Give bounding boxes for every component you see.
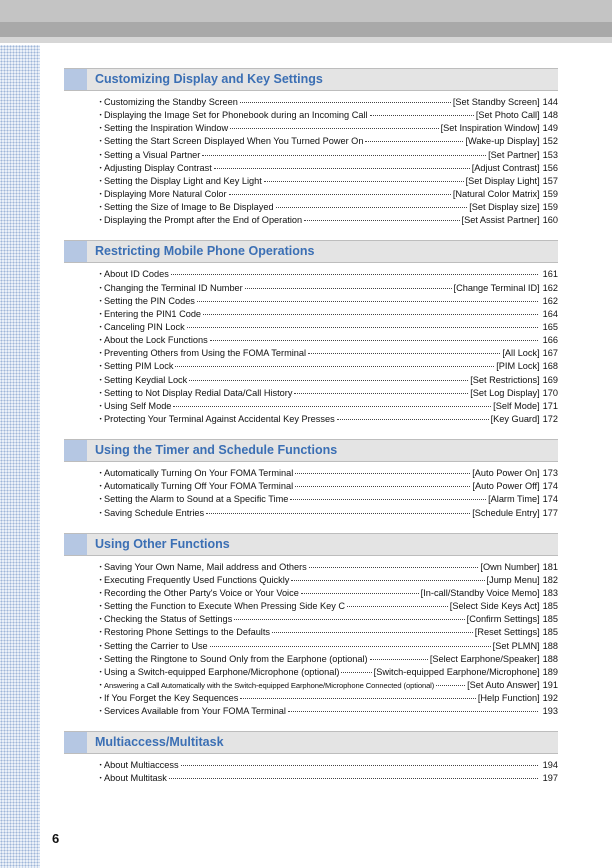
toc-entry-reference: [Set Auto Answer] xyxy=(467,679,540,690)
toc-entry-page: 148 xyxy=(542,110,558,121)
bullet-icon: ・ xyxy=(96,640,106,651)
toc-entry-label: Preventing Others from Using the FOMA Terminal xyxy=(104,348,307,359)
bullet-icon: ・ xyxy=(96,773,106,784)
toc-entry-label: Services Available from Your FOMA Terminal xyxy=(104,706,286,717)
dot-leader xyxy=(240,698,476,699)
toc-entry[interactable] xyxy=(96,574,558,587)
toc-entry-label: About ID Codes xyxy=(104,269,169,280)
bullet-icon: ・ xyxy=(96,468,106,479)
toc-entry[interactable] xyxy=(96,122,558,135)
toc-entry-page: 182 xyxy=(542,574,558,585)
toc-entry-reference: [Auto Power Off] xyxy=(472,481,540,492)
toc-entry[interactable] xyxy=(96,360,558,373)
toc-entry-label: Setting the Display Light and Key Light xyxy=(104,175,262,186)
bullet-icon: ・ xyxy=(96,361,106,372)
toc-entry[interactable] xyxy=(96,413,558,426)
toc-entry[interactable] xyxy=(96,653,558,666)
dot-leader xyxy=(290,499,486,500)
bullet-icon: ・ xyxy=(96,215,106,226)
toc-entry[interactable] xyxy=(96,613,558,626)
bullet-icon: ・ xyxy=(96,162,106,173)
section-title: Using Other Functions xyxy=(95,536,230,551)
section-marker xyxy=(64,69,87,90)
toc-entry-label: Executing Frequently Used Functions Quickly xyxy=(104,574,290,585)
toc-entry-label: Setting the Size of Image to Be Displayed xyxy=(104,202,274,213)
toc-entry-page: 188 xyxy=(542,640,558,651)
toc-entry[interactable] xyxy=(96,759,558,772)
dot-leader xyxy=(308,353,500,354)
dot-leader xyxy=(230,128,438,129)
toc-entry-label: Changing the Terminal ID Number xyxy=(104,282,243,293)
dot-leader xyxy=(187,327,538,328)
toc-entry-page: 159 xyxy=(542,202,558,213)
toc-entry-reference: [Set Assist Partner] xyxy=(461,215,540,226)
toc-entry-page: 181 xyxy=(542,561,558,572)
bullet-icon: ・ xyxy=(96,561,106,572)
toc-entry-reference: [Jump Menu] xyxy=(486,574,540,585)
bullet-icon: ・ xyxy=(96,110,106,121)
dot-leader xyxy=(309,567,479,568)
toc-entry-label: If You Forget the Key Sequences xyxy=(104,693,239,704)
dot-leader xyxy=(291,580,484,581)
toc-entry-page: 172 xyxy=(542,413,558,424)
dot-leader xyxy=(214,168,470,169)
toc-entry-label: Displaying More Natural Color xyxy=(104,188,227,199)
section-marker xyxy=(64,732,87,753)
toc-entry-reference: [PIM Lock] xyxy=(496,361,540,372)
toc-list xyxy=(64,467,558,520)
toc-entry-page: 162 xyxy=(542,295,558,306)
dot-leader xyxy=(341,672,371,673)
toc-entry[interactable] xyxy=(96,334,558,347)
dot-leader xyxy=(175,366,494,367)
toc-entry-page: 174 xyxy=(542,494,558,505)
bullet-icon: ・ xyxy=(96,507,106,518)
toc-entry[interactable] xyxy=(96,201,558,214)
bullet-icon: ・ xyxy=(96,175,106,186)
toc-entry[interactable] xyxy=(96,175,558,188)
bullet-icon: ・ xyxy=(96,269,106,280)
toc-entry[interactable] xyxy=(96,692,558,705)
section-title: Customizing Display and Key Settings xyxy=(95,72,323,86)
toc-entry[interactable] xyxy=(96,374,558,387)
dotted-margin-strip xyxy=(0,45,40,868)
toc-entry-page: 197 xyxy=(542,773,558,784)
bullet-icon: ・ xyxy=(96,693,106,704)
toc-entry-page: 168 xyxy=(542,361,558,372)
toc-entry-label: About Multiaccess xyxy=(104,760,179,771)
toc-entry[interactable] xyxy=(96,600,558,613)
toc-section xyxy=(64,439,558,520)
toc-entry-label: Checking the Status of Settings xyxy=(104,614,233,625)
toc-entry-reference: [Set Partner] xyxy=(488,149,540,160)
toc-entry-reference: [Natural Color Matrix] xyxy=(452,188,540,199)
toc-entry[interactable] xyxy=(96,587,558,600)
bullet-icon: ・ xyxy=(96,295,106,306)
toc-entry-reference: [Reset Settings] xyxy=(474,627,540,638)
toc-entry-reference: [Alarm Time] xyxy=(488,494,540,505)
bullet-icon: ・ xyxy=(96,387,106,398)
toc-entry-page: 173 xyxy=(542,468,558,479)
toc-entry-page: 183 xyxy=(542,587,558,598)
section-header xyxy=(64,533,558,556)
toc-entry-label: Automatically Turning Off Your FOMA Terminal xyxy=(104,481,294,492)
toc-entry-page: 156 xyxy=(542,162,558,173)
toc-entry-page: 171 xyxy=(542,400,558,411)
toc-entry-reference: [Schedule Entry] xyxy=(472,507,540,518)
dot-leader xyxy=(370,115,474,116)
header-band-middle xyxy=(0,22,612,37)
toc-entry-label: Setting the PIN Codes xyxy=(104,295,195,306)
toc-entry-reference: [Adjust Contrast] xyxy=(471,162,540,173)
toc-entry-label: Canceling PIN Lock xyxy=(104,321,185,332)
toc-entry-reference: [Confirm Settings] xyxy=(466,614,540,625)
toc-entry[interactable] xyxy=(96,666,558,679)
toc-entry-reference: [Set Photo Call] xyxy=(475,110,540,121)
bullet-icon: ・ xyxy=(96,413,106,424)
toc-entry-reference: [Auto Power On] xyxy=(472,468,540,479)
toc-list xyxy=(64,759,558,785)
dot-leader xyxy=(173,406,491,407)
toc-entry[interactable] xyxy=(96,679,558,692)
bullet-icon: ・ xyxy=(96,123,106,134)
bullet-icon: ・ xyxy=(96,202,106,213)
toc-entry-page: 159 xyxy=(542,188,558,199)
bullet-icon: ・ xyxy=(96,282,106,293)
dot-leader xyxy=(210,646,491,647)
toc-entry-reference: [Help Function] xyxy=(477,693,540,704)
section-header xyxy=(64,240,558,263)
toc-entry-label: Automatically Turning On Your FOMA Terminal xyxy=(104,468,294,479)
dot-leader xyxy=(197,301,538,302)
toc-entry-page: 164 xyxy=(542,308,558,319)
toc-entry[interactable] xyxy=(96,162,558,175)
bullet-icon: ・ xyxy=(96,308,106,319)
toc-entry-page: 170 xyxy=(542,387,558,398)
toc-entry-label: Saving Your Own Name, Mail address and Others xyxy=(104,561,307,572)
dot-leader xyxy=(203,314,538,315)
toc-entry[interactable] xyxy=(96,400,558,413)
section-header xyxy=(64,439,558,462)
bullet-icon: ・ xyxy=(96,679,106,690)
toc-entry-page: 174 xyxy=(542,481,558,492)
toc-entry[interactable] xyxy=(96,387,558,400)
toc-entry-reference: [Self Mode] xyxy=(493,400,540,411)
toc-section xyxy=(64,731,558,785)
header-band-top xyxy=(0,0,612,22)
toc-entry[interactable] xyxy=(96,507,558,520)
toc-entry[interactable] xyxy=(96,295,558,308)
toc-entry-reference: [Switch-equipped Earphone/Microphone] xyxy=(373,666,540,677)
toc-entry-label: Displaying the Prompt after the End of Operation xyxy=(104,215,303,226)
toc-entry-reference: [Key Guard] xyxy=(490,413,540,424)
bullet-icon: ・ xyxy=(96,614,106,625)
toc-entry[interactable] xyxy=(96,149,558,162)
toc-entry-reference: [Set Standby Screen] xyxy=(452,97,540,107)
toc-entry[interactable] xyxy=(96,480,558,493)
toc-entry-reference: [Set PLMN] xyxy=(492,640,540,651)
dot-leader xyxy=(370,659,428,660)
section-marker xyxy=(64,534,87,555)
toc-entry-label: Setting the Function to Execute When Pressing Side Key C xyxy=(104,601,346,612)
bullet-icon: ・ xyxy=(96,481,106,492)
toc-entry-label: Setting Keydial Lock xyxy=(104,374,188,385)
toc-list xyxy=(64,561,558,719)
bullet-icon: ・ xyxy=(96,374,106,385)
bullet-icon: ・ xyxy=(96,706,106,717)
toc-entry-page: 153 xyxy=(542,149,558,160)
toc-entry-reference: [Select Earphone/Speaker] xyxy=(429,653,540,664)
toc-entry-label: Customizing the Standby Screen xyxy=(104,97,238,107)
toc-entry-label: Setting to Not Display Redial Data/Call History xyxy=(104,387,293,398)
toc-entry[interactable] xyxy=(96,561,558,574)
dot-leader xyxy=(272,632,473,633)
bullet-icon: ・ xyxy=(96,494,106,505)
toc-entry[interactable] xyxy=(96,188,558,201)
bullet-icon: ・ xyxy=(96,601,106,612)
toc-entry-label: Setting PIM Lock xyxy=(104,361,174,372)
dot-leader xyxy=(171,274,538,275)
bullet-icon: ・ xyxy=(96,188,106,199)
toc-entry-page: 169 xyxy=(542,374,558,385)
dot-leader xyxy=(264,181,464,182)
dot-leader xyxy=(210,340,538,341)
toc-entry-label: Displaying the Image Set for Phonebook during an Incoming Call xyxy=(104,110,368,121)
toc-entry-page: 177 xyxy=(542,507,558,518)
section-title: Using the Timer and Schedule Functions xyxy=(95,443,338,458)
section-marker xyxy=(64,440,87,461)
bullet-icon: ・ xyxy=(96,653,106,664)
toc-entry-page: 161 xyxy=(542,269,558,280)
toc-entry[interactable] xyxy=(96,214,558,227)
toc-entry-label: About Multitask xyxy=(104,773,167,784)
toc-entry-label: Using a Switch-equipped Earphone/Microphone (optional) xyxy=(104,666,340,677)
dot-leader xyxy=(288,711,538,712)
dot-leader xyxy=(181,765,538,766)
dot-leader xyxy=(294,393,468,394)
dot-leader xyxy=(295,486,470,487)
toc-entry[interactable] xyxy=(96,467,558,480)
toc-entry-reference: [Wake-up Display] xyxy=(465,136,540,147)
toc-entry-page: 149 xyxy=(542,123,558,134)
toc-entry-label: About the Lock Functions xyxy=(104,335,208,346)
bullet-icon: ・ xyxy=(96,587,106,598)
toc-entry-reference: [Set Inspiration Window] xyxy=(440,123,540,134)
toc-entry-label: Using Self Mode xyxy=(104,400,172,411)
toc-section xyxy=(64,533,558,719)
page-number: 6 xyxy=(52,831,60,846)
section-header xyxy=(64,68,558,91)
toc-entry-reference: [Select Side Keys Act] xyxy=(449,601,540,612)
dot-leader xyxy=(304,220,459,221)
toc-entry-page: 162 xyxy=(542,282,558,293)
toc-entry-label: Saving Schedule Entries xyxy=(104,507,205,518)
dot-leader xyxy=(301,593,419,594)
toc-entry-page: 192 xyxy=(542,693,558,704)
toc-section xyxy=(64,240,558,426)
toc-entry[interactable] xyxy=(96,282,558,295)
toc-entry[interactable] xyxy=(96,268,558,281)
toc-entry[interactable] xyxy=(96,321,558,334)
table-of-contents xyxy=(64,68,558,799)
toc-entry-page: 185 xyxy=(542,614,558,625)
dot-leader xyxy=(436,685,465,686)
toc-entry-page: 160 xyxy=(542,215,558,226)
toc-entry[interactable] xyxy=(96,96,558,109)
toc-entry-label: Adjusting Display Contrast xyxy=(104,162,212,173)
toc-entry[interactable] xyxy=(96,109,558,122)
toc-entry-reference: [Set Display size] xyxy=(469,202,540,213)
section-title: Restricting Mobile Phone Operations xyxy=(95,244,315,259)
toc-entry-label: Setting the Ringtone to Sound Only from the Earphone (optional) xyxy=(104,653,368,664)
toc-entry-label: Entering the PIN1 Code xyxy=(104,308,202,319)
toc-entry-label: Setting the Inspiration Window xyxy=(104,123,229,134)
toc-entry-reference: [All Lock] xyxy=(502,348,540,359)
bullet-icon: ・ xyxy=(96,321,106,332)
toc-entry-label: Protecting Your Terminal Against Accidental Key Presses xyxy=(104,413,335,424)
toc-entry-label: Restoring Phone Settings to the Defaults xyxy=(104,627,270,638)
toc-entry-page: 188 xyxy=(542,653,558,664)
bullet-icon: ・ xyxy=(96,149,106,160)
bullet-icon: ・ xyxy=(96,348,106,359)
toc-entry[interactable] xyxy=(96,772,558,785)
toc-entry-page: 165 xyxy=(542,321,558,332)
dot-leader xyxy=(169,778,538,779)
dot-leader xyxy=(337,419,489,420)
toc-entry-label: Setting a Visual Partner xyxy=(104,149,201,160)
toc-entry-label: Answering a Call Automatically with the Switch-equipped Earphone/Microphone Connected (optional) xyxy=(104,680,435,690)
toc-entry[interactable] xyxy=(96,308,558,321)
toc-entry-reference: [In-call/Standby Voice Memo] xyxy=(420,587,540,598)
toc-entry[interactable] xyxy=(96,705,558,718)
dot-leader xyxy=(240,102,451,103)
toc-entry-page: 191 xyxy=(542,679,558,690)
dot-leader xyxy=(234,619,464,620)
toc-list xyxy=(64,96,558,227)
bullet-icon: ・ xyxy=(96,666,106,677)
dot-leader xyxy=(347,606,448,607)
toc-list xyxy=(64,268,558,426)
toc-entry-reference: [Set Log Display] xyxy=(470,387,540,398)
toc-entry[interactable] xyxy=(96,135,558,148)
dot-leader xyxy=(229,194,451,195)
toc-entry-page: 166 xyxy=(542,335,558,346)
toc-entry-page: 185 xyxy=(542,601,558,612)
toc-entry-page: 194 xyxy=(542,760,558,771)
toc-entry-reference: [Set Restrictions] xyxy=(470,374,540,385)
toc-entry[interactable] xyxy=(96,493,558,506)
dot-leader xyxy=(245,288,452,289)
toc-entry-reference: [Own Number] xyxy=(480,561,540,572)
toc-entry[interactable] xyxy=(96,640,558,653)
bullet-icon: ・ xyxy=(96,627,106,638)
header-band-bottom xyxy=(0,37,612,43)
toc-entry-page: 167 xyxy=(542,348,558,359)
bullet-icon: ・ xyxy=(96,400,106,411)
bullet-icon: ・ xyxy=(96,760,106,771)
bullet-icon: ・ xyxy=(96,574,106,585)
dot-leader xyxy=(295,473,470,474)
toc-section xyxy=(64,68,558,227)
toc-entry-reference: [Change Terminal ID] xyxy=(453,282,540,293)
dot-leader xyxy=(206,513,470,514)
toc-entry-reference: [Set Display Light] xyxy=(465,175,540,186)
toc-entry-label: Recording the Other Party's Voice or Your Voice xyxy=(104,587,299,598)
toc-entry-page: 185 xyxy=(542,627,558,638)
toc-entry-label: Setting the Carrier to Use xyxy=(104,640,208,651)
toc-entry-page: 157 xyxy=(542,175,558,186)
toc-entry-page: 152 xyxy=(542,136,558,147)
section-title: Multiaccess/Multitask xyxy=(95,735,224,750)
dot-leader xyxy=(189,380,468,381)
toc-entry[interactable] xyxy=(96,626,558,639)
section-header xyxy=(64,731,558,754)
dot-leader xyxy=(365,141,463,142)
dot-leader xyxy=(202,155,486,156)
bullet-icon: ・ xyxy=(96,97,106,107)
toc-entry[interactable] xyxy=(96,347,558,360)
toc-entry-label: Setting the Start Screen Displayed When You Turned Power On xyxy=(104,136,364,147)
toc-entry-page: 193 xyxy=(542,706,558,717)
toc-entry-label: Setting the Alarm to Sound at a Specific Time xyxy=(104,494,289,505)
dot-leader xyxy=(276,207,468,208)
toc-entry-page: 189 xyxy=(542,666,558,677)
bullet-icon: ・ xyxy=(96,136,106,147)
section-marker xyxy=(64,241,87,262)
bullet-icon: ・ xyxy=(96,335,106,346)
toc-entry-page: 144 xyxy=(542,97,558,107)
